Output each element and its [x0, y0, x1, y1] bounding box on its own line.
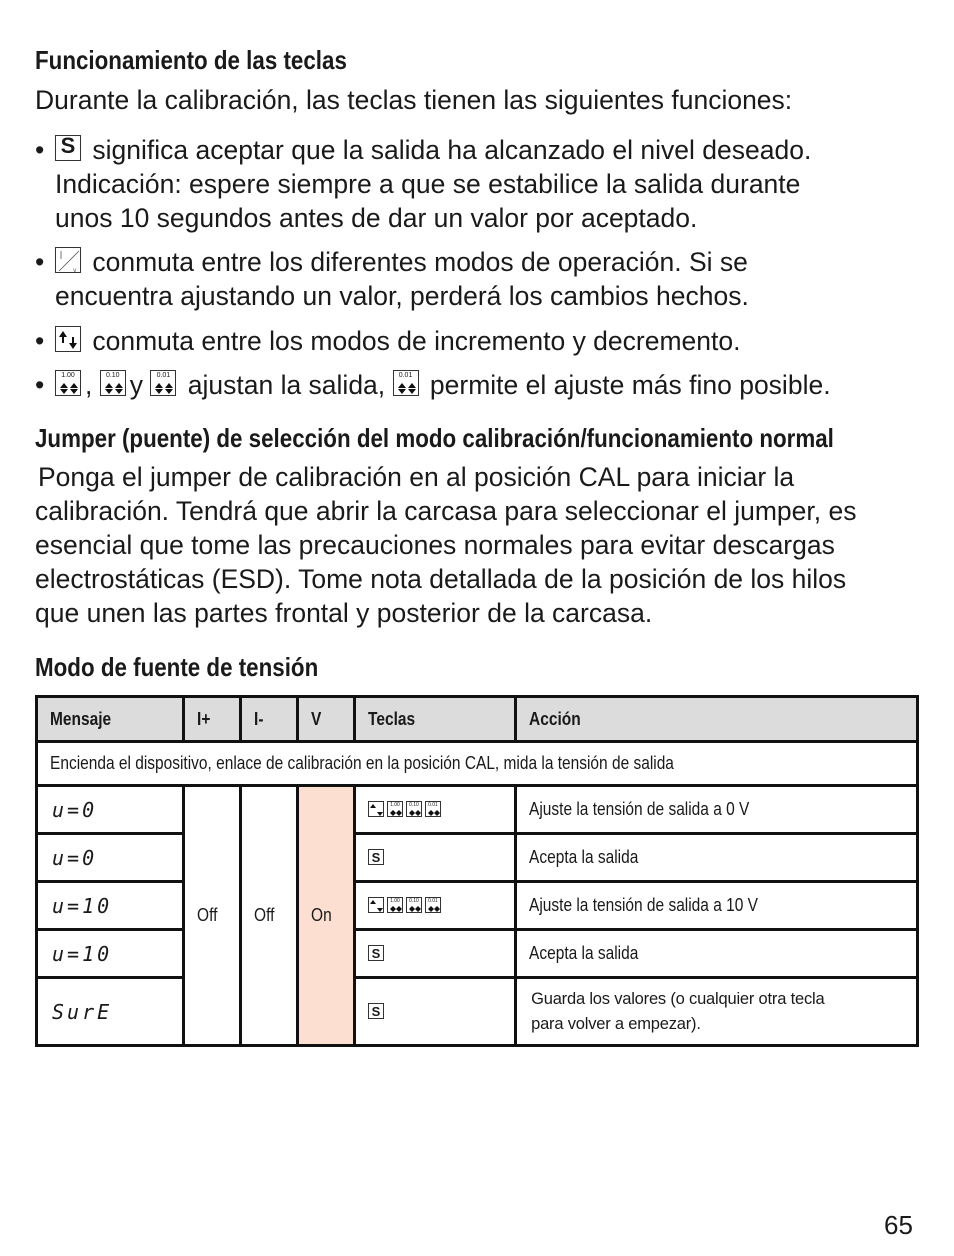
keys-cell [354, 930, 515, 978]
bullet-text: unos 10 segundos antes de dar un valor por aceptado. [55, 203, 698, 233]
step-0-10-key-icon: 0.10 [100, 370, 126, 396]
display-message: SurE [37, 978, 184, 1046]
bullet-text: significa aceptar que la salida ha alcanzado el nivel deseado. [92, 135, 812, 165]
step-0-01-key-icon: 0.01 [425, 897, 441, 913]
table-row [37, 882, 918, 930]
display-message: u=10 [37, 930, 184, 978]
header-i-minus: I- [241, 697, 298, 742]
i-minus-value: Off [241, 786, 298, 1046]
table-row [37, 834, 918, 882]
up-down-key-icon [55, 326, 81, 352]
step-0-01-key-icon: 0.01 [393, 370, 419, 396]
table-header-row [37, 697, 918, 742]
display-message: u=0 [37, 834, 184, 882]
comma: , [85, 370, 93, 400]
jumper-line: calibración. Tendrá que abrir la carcasa para seleccionar el jumper, es [35, 496, 857, 526]
section-title-jumper: Jumper (puente) de selección del modo calibración/funcionamiento normal [35, 423, 834, 453]
jumper-line: esencial que tome las precauciones normales para evitar descargas [35, 530, 835, 560]
bullet-text: ajustan la salida, [187, 370, 386, 400]
page-number: 65 [884, 1210, 913, 1240]
v-value: On [298, 786, 355, 1046]
table-row-span [37, 742, 918, 786]
keys-cell [354, 882, 515, 930]
up-down-key-icon [368, 897, 384, 913]
conjunction: y [129, 370, 143, 400]
action-cell: Acepta la salida [516, 930, 918, 978]
action-cell: Ajuste la tensión de salida a 10 V [516, 882, 918, 930]
s-key-icon: S [368, 1003, 384, 1019]
bullet-s-key: • S significa aceptar que la salida ha alcanzado el nivel deseado. [35, 133, 812, 165]
keys-cell [354, 834, 515, 882]
keys-intro: Durante la calibración, las teclas tienen las siguientes funciones: [35, 85, 793, 115]
header-teclas: Teclas [354, 697, 515, 742]
keys-cell [354, 786, 515, 834]
table-row [37, 930, 918, 978]
bullet-updown-key: • conmuta entre los modos de incremento y decremento. [35, 326, 741, 356]
jumper-line: que unen las partes frontal y posterior de la carcasa. [35, 598, 653, 628]
action-cell [516, 978, 918, 1046]
bullet-text: encuentra ajustando un valor, perderá los cambios hechos. [55, 281, 749, 311]
bullet-text: permite el ajuste más fino posible. [429, 370, 831, 400]
up-down-key-icon [368, 801, 384, 817]
action-line: Guarda los valores (o cualquier otra tecla [531, 989, 825, 1008]
calibration-table [35, 695, 919, 1047]
bullet-text: conmuta entre los modos de incremento y decremento. [92, 326, 741, 356]
keys-cell [354, 978, 515, 1046]
header-v: V [298, 697, 355, 742]
display-message: u=0 [37, 786, 184, 834]
step-0-01-key-icon: 0.01 [150, 370, 176, 396]
display-message: u=10 [37, 882, 184, 930]
step-1-00-key-icon: 1.00 [387, 897, 403, 913]
bullet-step-keys: • 1.00 , 0.10 y 0.01 ajustan la salida, 0.01 permite el ajuste más fino posible. [35, 370, 831, 400]
span-instruction: Encienda el dispositivo, enlace de calibración en la posición CAL, mida la tensión de salida [37, 742, 918, 786]
action-line: para volver a empezar). [531, 1014, 701, 1033]
table-row [37, 978, 918, 1046]
section-title-voltage-mode: Modo de fuente de tensión [35, 652, 319, 682]
bullet-mode-key: • v conmuta entre los diferentes modos de operación. Si se [35, 247, 748, 277]
step-0-10-key-icon: 0.10 [406, 897, 422, 913]
header-accion: Acción [516, 697, 918, 742]
s-key-icon: S [55, 135, 81, 161]
section-title-keys: Funcionamiento de las teclas [35, 45, 347, 75]
step-0-01-key-icon: 0.01 [425, 801, 441, 817]
svg-text:v: v [73, 267, 77, 274]
bullet-text: conmuta entre los diferentes modos de operación. Si se [92, 247, 748, 277]
jumper-line: electrostáticas (ESD). Tome nota detallada de la posición de los hilos [35, 564, 847, 594]
step-1-00-key-icon: 1.00 [55, 370, 81, 396]
header-mensaje: Mensaje [37, 697, 184, 742]
step-1-00-key-icon: 1.00 [387, 801, 403, 817]
step-0-10-key-icon: 0.10 [406, 801, 422, 817]
bullet-text: Indicación: espere siempre a que se estabilice la salida durante [55, 169, 801, 199]
s-key-icon: S [368, 849, 384, 865]
jumper-line: Ponga el jumper de calibración en al posición CAL para iniciar la [38, 462, 795, 492]
i-plus-value: Off [184, 786, 241, 1046]
s-key-icon: S [368, 945, 384, 961]
action-cell: Ajuste la tensión de salida a 0 V [516, 786, 918, 834]
header-i-plus: I+ [184, 697, 241, 742]
mode-key-icon [55, 247, 81, 273]
table-row [37, 786, 918, 834]
action-cell: Acepta la salida [516, 834, 918, 882]
